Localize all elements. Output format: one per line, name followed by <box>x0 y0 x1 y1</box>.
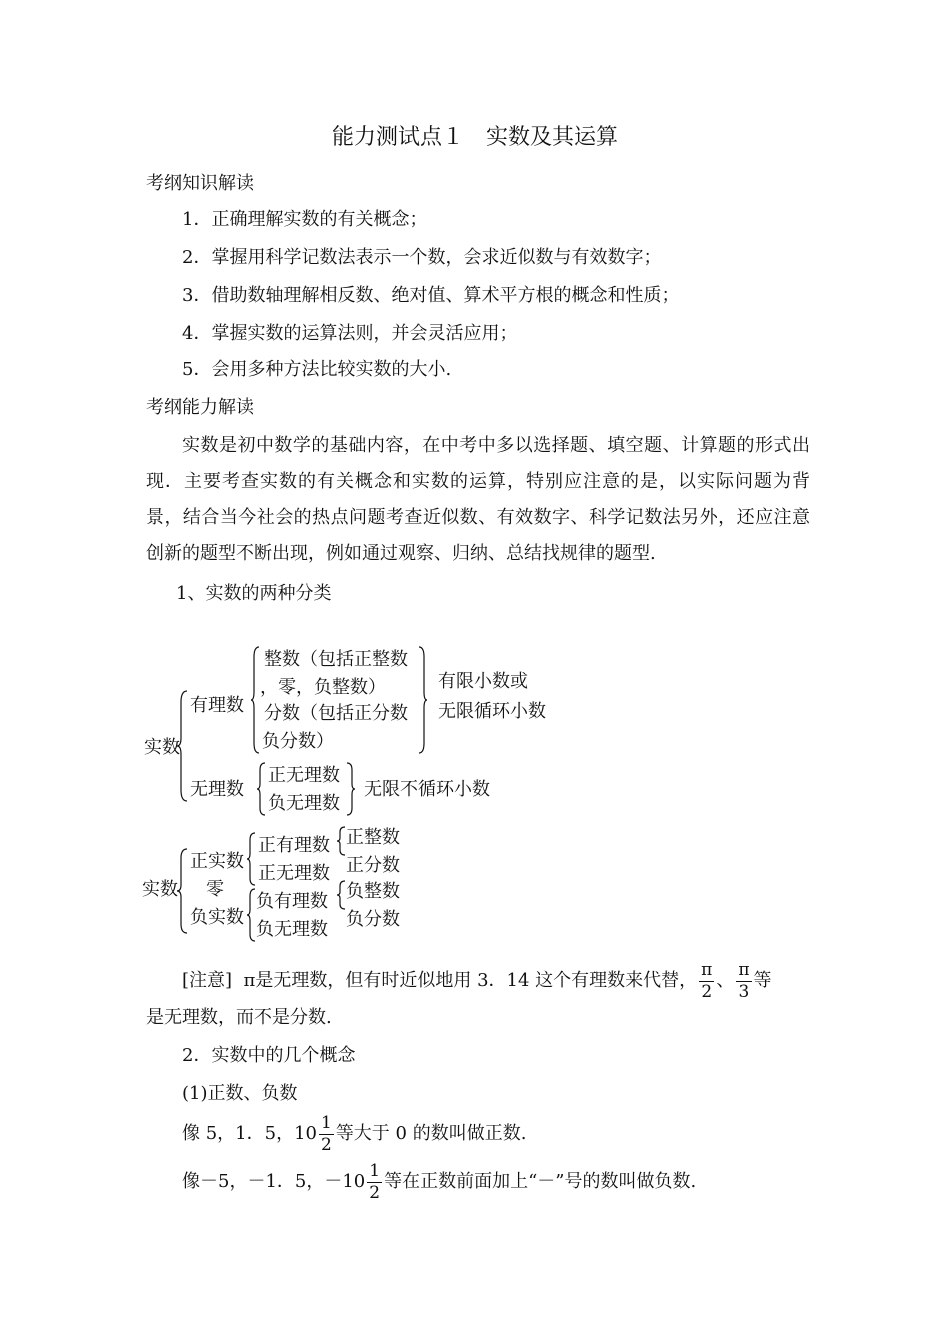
tree1-irrational-brace-left <box>256 762 266 816</box>
tree2-negative-rational-brace <box>336 880 346 910</box>
tree2-positive-rational-brace <box>336 826 346 856</box>
tree2-positive-real: 正实数 <box>190 851 244 872</box>
tree2-zero: 零 <box>206 879 224 900</box>
tree1-irrational-number: 无理数 <box>190 779 244 800</box>
section-heading-ability: 考纲能力解读 <box>146 397 254 418</box>
note-line-2: 是无理数，而不是分数. <box>146 1007 332 1028</box>
tree1-irrational-brace-right <box>346 762 356 816</box>
tree1-fraction-line1: 分数（包括正分数 <box>264 703 408 724</box>
fraction-pi-over-2: $\frac{\pi}{2}$ <box>701 959 713 1002</box>
tree2-negative-fraction: 负分数 <box>346 909 400 930</box>
pi-symbol: π <box>243 970 256 991</box>
tree1-negative-irrational: 负无理数 <box>268 793 340 814</box>
tree2-negative-irrational: 负无理数 <box>256 919 328 940</box>
sub-heading-positive-negative: (1)正数、负数 <box>182 1083 298 1104</box>
fraction-pi-over-3: $\frac{\pi}{3}$ <box>738 959 750 1002</box>
positive-number-line: 像 5，1．5，10 $\frac{1}{2}$ 等大于 0 的数叫做正数. <box>182 1112 527 1155</box>
heading-classification: 1、实数的两种分类 <box>176 583 332 604</box>
tree1-rational-note-line2: 无限循环小数 <box>438 701 546 722</box>
tree2-root-real-number: 实数 <box>142 879 178 900</box>
tree2-negative-rational: 负有理数 <box>256 891 328 912</box>
tree2-positive-irrational: 正无理数 <box>258 863 330 884</box>
tree1-integer-line1: 整数（包括正整数 <box>264 649 408 670</box>
tree2-positive-integer: 正整数 <box>346 827 400 848</box>
note-text-end: 等 <box>753 970 772 991</box>
tree2-negative-integer: 负整数 <box>346 881 400 902</box>
section-heading-knowledge: 考纲知识解读 <box>146 173 254 194</box>
tree2-negative-real: 负实数 <box>190 907 244 928</box>
tree1-positive-irrational: 正无理数 <box>268 765 340 786</box>
knowledge-item-3: 3．借助数轴理解相反数、绝对值、算术平方根的概念和性质； <box>182 285 680 306</box>
note-line <box>182 960 772 1002</box>
tree1-rational-note-line1: 有限小数或 <box>438 671 528 692</box>
tree1-irrational-note: 无限不循环小数 <box>364 779 490 800</box>
tree1-root-brace <box>176 690 188 802</box>
tree2-positive-rational: 正有理数 <box>258 835 330 856</box>
knowledge-item-5: 5．会用多种方法比较实数的大小. <box>182 359 452 380</box>
negative-number-line: 像－5，－1．5，－10 $\frac{1}{2}$ 等在正数前面加上“－”号的数叫做负数. <box>182 1160 697 1203</box>
tree2-negative-real-brace <box>246 888 256 942</box>
ability-paragraph: 实数是初中数学的基础内容，在中考中多以选择题、填空题、计算题的形式出现．主要考查实数的有关概念和实数的运算，特别应注意的是，以实际问题为背景，结合当今社会的热点问题考查近似数、有效数字、科学记数法另外，还应注意创新的题型不断出现，例如通过观察、归纳、总结找规律的题型. <box>146 435 810 564</box>
knowledge-item-2: 2．掌握用科学记数法表示一个数，会求近似数与有效数字； <box>182 247 662 268</box>
tree1-integer-line2: ，零，负整数） <box>260 677 386 698</box>
tree1-rational-brace-right <box>418 646 428 754</box>
fraction-one-half: $\frac{1}{2}$ <box>369 1160 381 1203</box>
note-label: [注意] <box>182 970 233 991</box>
tree2-positive-fraction: 正分数 <box>346 855 400 876</box>
knowledge-item-4: 4．掌握实数的运算法则，并会灵活应用； <box>182 323 518 344</box>
tree1-rational-brace-left <box>250 646 260 754</box>
tree2-positive-real-brace <box>246 832 256 886</box>
heading-concepts: 2．实数中的几个概念 <box>182 1045 356 1066</box>
note-text: 是无理数，但有时近似地用 3．14 这个有理数来代替， <box>255 970 698 991</box>
page-title: 能力测试点１ 实数及其运算 <box>331 125 618 150</box>
tree1-root-real-number: 实数 <box>144 737 180 758</box>
knowledge-item-1: 1．正确理解实数的有关概念； <box>182 209 428 230</box>
tree1-rational-number: 有理数 <box>190 695 244 716</box>
tree1-fraction-line2: 负分数） <box>262 731 334 752</box>
fraction-one-half: $\frac{1}{2}$ <box>320 1112 332 1155</box>
tree2-root-brace <box>176 848 188 934</box>
note-separator: 、 <box>716 970 735 991</box>
